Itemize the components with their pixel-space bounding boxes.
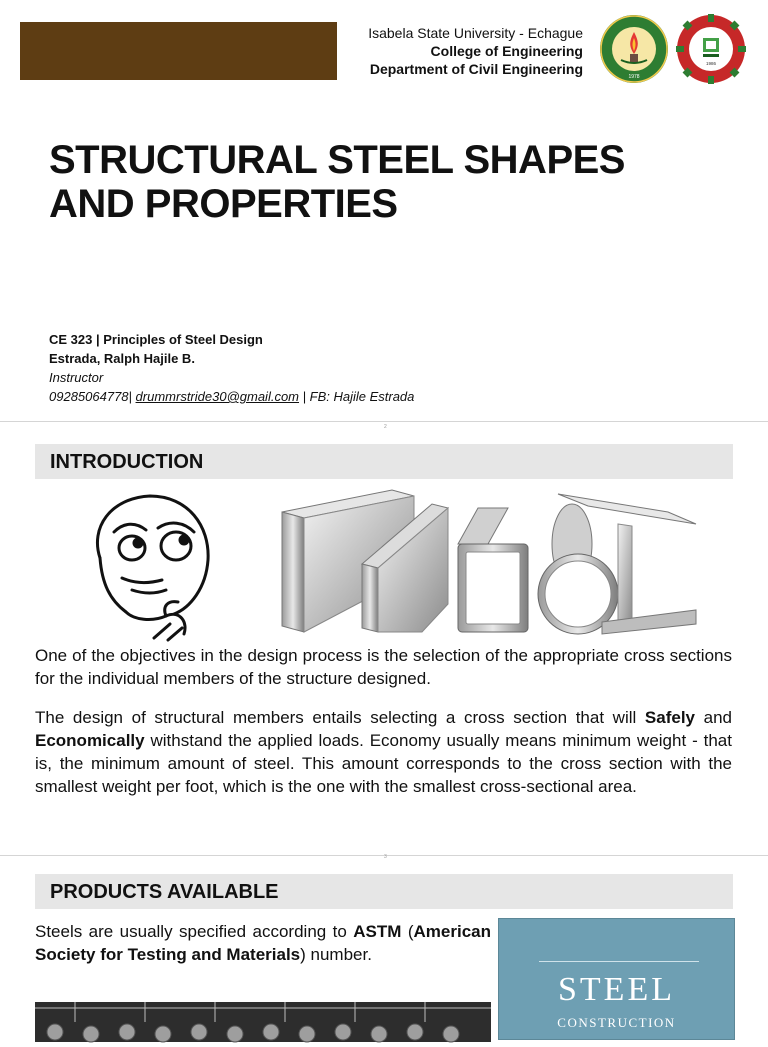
- presentation-title: [49, 138, 625, 226]
- section-header: [35, 444, 733, 479]
- cover-subtitle: CONSTRUCTION: [557, 1015, 676, 1030]
- college-seal-logo: [676, 14, 746, 84]
- section-header: [35, 874, 733, 909]
- college-name: College of Engineering: [430, 43, 583, 59]
- astm-emphasis: ASTM: [353, 922, 402, 941]
- phone-number: 09285064778|: [49, 389, 132, 404]
- section-heading: PRODUCTS AVAILABLE: [50, 881, 279, 903]
- header-color-bar: [20, 22, 337, 80]
- title-line-1: STRUCTURAL STEEL SHAPES: [49, 138, 625, 182]
- page-number: 3: [384, 854, 387, 860]
- cover-rule: [539, 961, 699, 962]
- department-name: Department of Civil Engineering: [369, 61, 583, 77]
- products-paragraph: Steels are usually specified according to ASTM (American Society for Testing and Materials) number.: [35, 922, 492, 964]
- title-slide: [12, 0, 757, 418]
- products-slide: [12, 854, 757, 1032]
- course-info: [49, 330, 414, 406]
- facebook-contact: | FB: Hajile Estrada: [302, 389, 415, 404]
- steel-pipes-image: [35, 1002, 491, 1042]
- contact-line: [49, 387, 414, 406]
- steel-sections-image: [272, 484, 696, 634]
- email-link[interactable]: drummrstride30@gmail.com: [135, 389, 300, 404]
- cover-title: STEEL: [558, 971, 675, 1008]
- svg-text:1978: 1978: [628, 74, 640, 80]
- university-name: Isabela State University - Echague: [368, 25, 583, 41]
- thinking-face-illustration: [70, 488, 226, 640]
- slide-divider: [0, 421, 768, 422]
- svg-text:1986: 1986: [705, 61, 717, 66]
- steel-construction-book-cover: [498, 918, 735, 1040]
- intro-paragraph-2: The design of structural members entails selecting a cross section that will Safely and Economically withstand the applied loads. Economy usually means minimum weight - that is, the minimum amount of steel. This amount corresponds to the cross section with the smallest weight per foot, which is the one with the smallest cross-sectional area.: [35, 708, 733, 796]
- section-heading: INTRODUCTION: [50, 451, 204, 473]
- safely-emphasis: Safely: [644, 708, 696, 727]
- page-number: 2: [384, 424, 387, 430]
- course-code: CE 323 | Principles of Steel Design: [49, 332, 263, 347]
- economically-emphasis: Economically: [35, 731, 145, 750]
- title-line-2: AND PROPERTIES: [49, 182, 398, 226]
- introduction-slide: [12, 424, 757, 852]
- instructor-role: Instructor: [49, 370, 104, 385]
- intro-paragraph-1: One of the objectives in the design process is the selection of the appropriate cross sections for the individual members of the structure designed.: [35, 646, 732, 688]
- isu-seal-logo: [599, 14, 669, 84]
- astm-full-name: American Society for Testing and Materials: [35, 922, 492, 964]
- instructor-name: Estrada, Ralph Hajile B.: [49, 351, 195, 366]
- university-block: [368, 24, 583, 78]
